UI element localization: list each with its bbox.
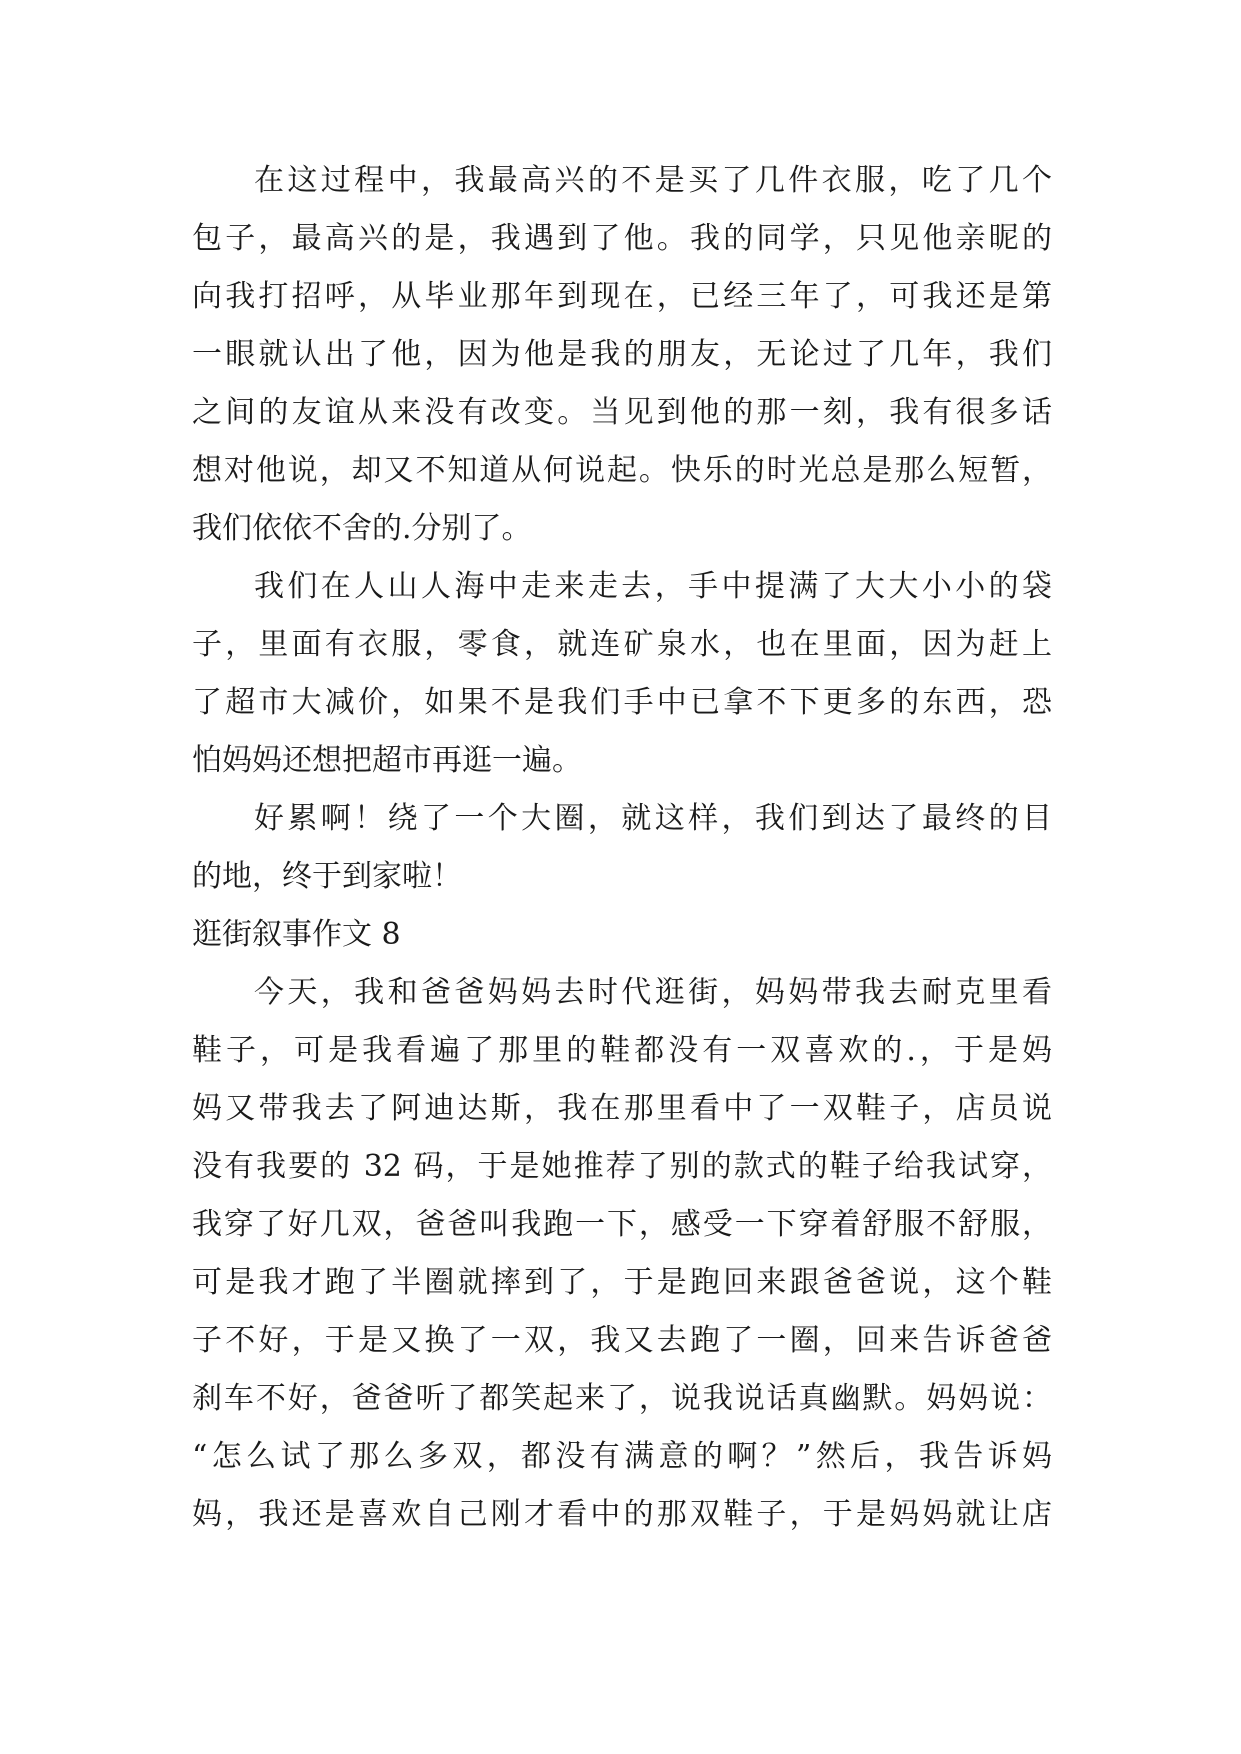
paragraph [192, 558, 1052, 790]
text-line: 子，里面有衣服，零食，就连矿泉水，也在里面，因为赶上 [192, 627, 1052, 662]
text-line: 想对他说，却又不知道从何说起。快乐的时光总是那么短暂， [192, 453, 1052, 488]
text-line: 在这过程中，我最高兴的不是买了几件衣服，吃了几个 [254, 163, 1052, 198]
text-line: 可是我才跑了半圈就摔到了，于是跑回来跟爸爸说，这个鞋 [192, 1265, 1052, 1300]
text-line: 怕妈妈还想把超市再逛一遍。 [192, 743, 582, 778]
paragraph [192, 964, 1052, 1544]
section-heading: 逛街叙事作文 8 [192, 917, 401, 952]
document-body [192, 152, 1052, 1544]
text-line: 刹车不好，爸爸听了都笑起来了，说我说话真幽默。妈妈说： [192, 1381, 1052, 1416]
text-line: “怎么试了那么多双，都没有满意的啊？”然后，我告诉妈 [192, 1439, 1052, 1474]
text-line: 今天，我和爸爸妈妈去时代逛街，妈妈带我去耐克里看 [254, 975, 1052, 1010]
text-line: 一眼就认出了他，因为他是我的朋友，无论过了几年，我们 [192, 337, 1052, 372]
text-line: 妈，我还是喜欢自己刚才看中的那双鞋子，于是妈妈就让店 [192, 1497, 1052, 1532]
text-line: 的地，终于到家啦！ [192, 859, 462, 894]
text-line: 妈又带我去了阿迪达斯，我在那里看中了一双鞋子，店员说 [192, 1091, 1052, 1126]
text-line: 没有我要的 32 码，于是她推荐了别的款式的鞋子给我试穿， [192, 1149, 1052, 1184]
text-line: 好累啊！绕了一个大圈，就这样，我们到达了最终的目 [254, 801, 1052, 836]
text-line: 子不好，于是又换了一双，我又去跑了一圈，回来告诉爸爸 [192, 1323, 1052, 1358]
text-line: 我穿了好几双，爸爸叫我跑一下，感受一下穿着舒服不舒服， [192, 1207, 1052, 1242]
text-line: 我们依依不舍的.分别了。 [192, 511, 532, 546]
paragraph [192, 152, 1052, 558]
text-line: 了超市大减价，如果不是我们手中已拿不下更多的东西，恐 [192, 685, 1052, 720]
text-line: 向我打招呼，从毕业那年到现在，已经三年了，可我还是第 [192, 279, 1052, 314]
text-line: 我们在人山人海中走来走去，手中提满了大大小小的袋 [254, 569, 1052, 604]
paragraph [192, 790, 1052, 906]
text-line: 鞋子，可是我看遍了那里的鞋都没有一双喜欢的.，于是妈 [192, 1033, 1052, 1068]
text-line: 之间的友谊从来没有改变。当见到他的那一刻，我有很多话 [192, 395, 1052, 430]
text-line: 包子，最高兴的是，我遇到了他。我的同学，只见他亲昵的 [192, 221, 1052, 256]
